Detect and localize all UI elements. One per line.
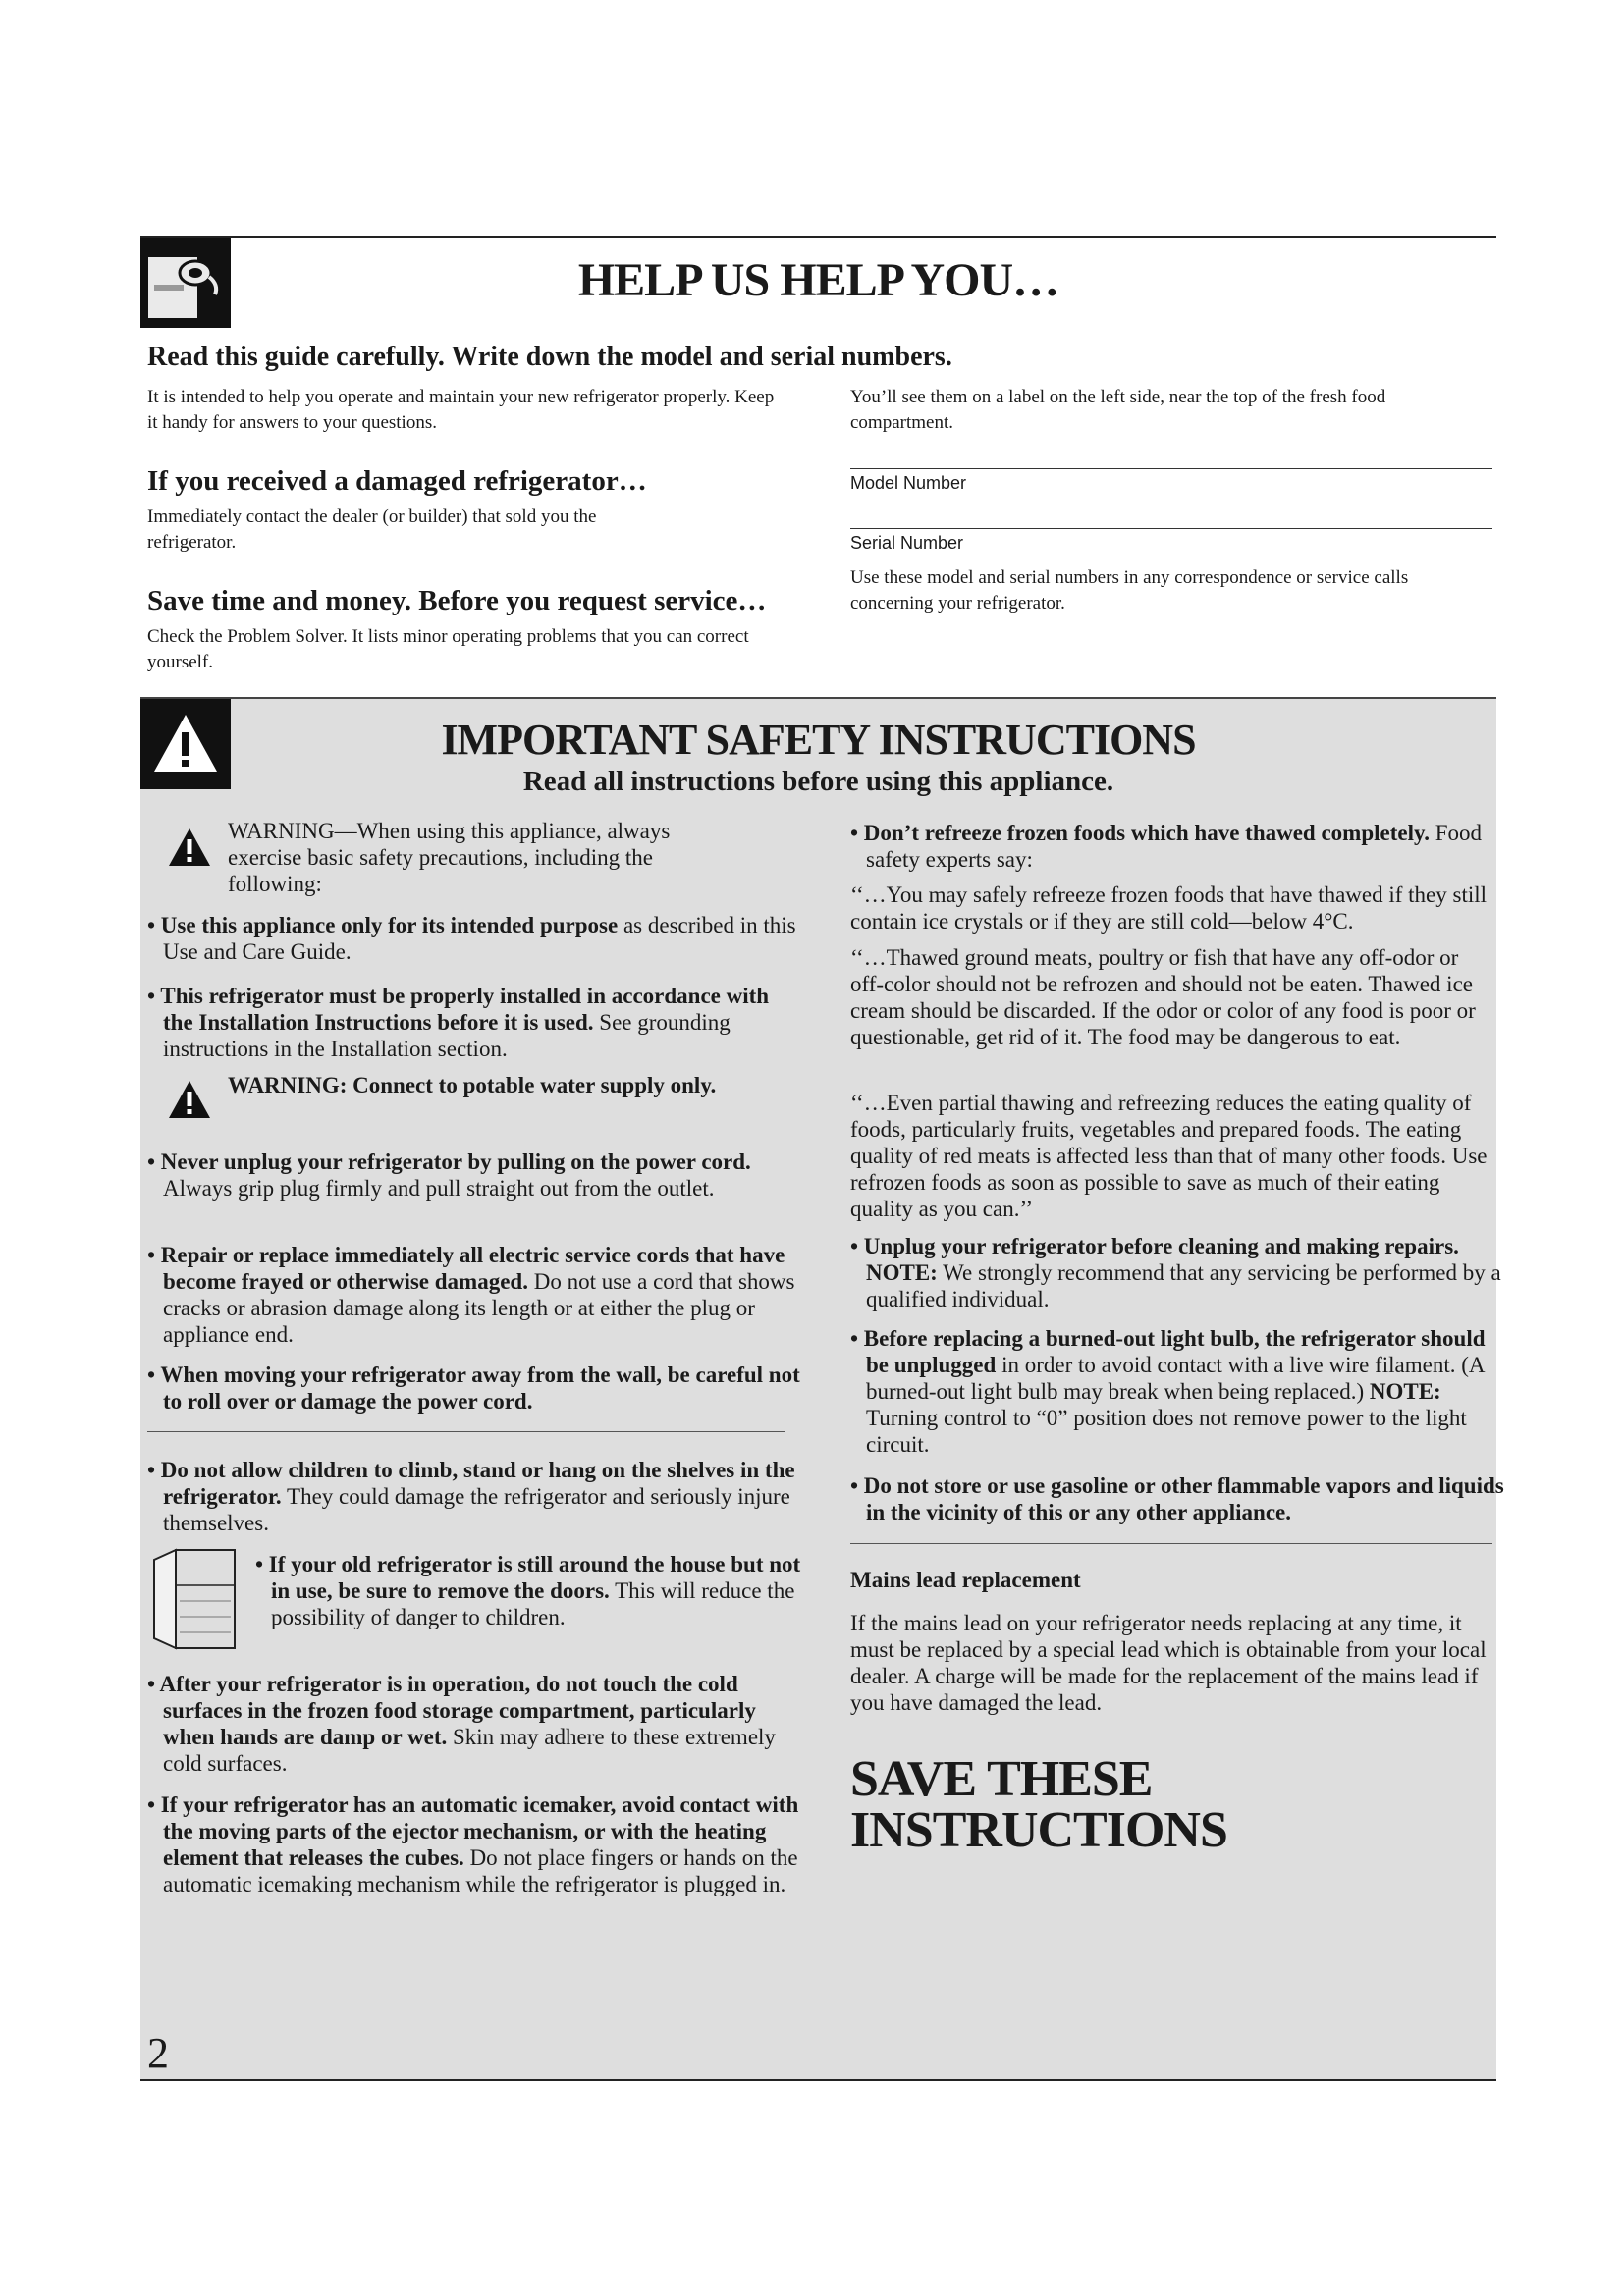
mains-text: If the mains lead on your refrigerator needs replacing at any time, it must be replaced by a special lead which is obtainable from your local dealer. A charge will be made for the replacement of the mains lead if you have damaged the lead. bbox=[850, 1611, 1487, 1715]
bullet-unplug-cleaning-rest: We strongly recommend that any servicing be performed by a qualified individual. bbox=[866, 1260, 1501, 1311]
bullet-installed-bold: • This refrigerator must be properly installed in accordance with the Installation Instructions before it is used. bbox=[147, 984, 770, 1035]
right-column-rule bbox=[850, 1543, 1492, 1544]
bullet-gasoline: • Do not store or use gasoline or other flammable vapors and liquids in the vicinity of this or any other appliance. bbox=[850, 1473, 1504, 1524]
mains-heading: Mains lead replacement bbox=[850, 1568, 1081, 1592]
bullet-unplug-cleaning bbox=[850, 1233, 1508, 1312]
quote-partial-thawing: ‘‘…Even partial thawing and refreezing reduces the eating quality of foods, particularly fruits, vegetables and prepared foods. The eating quality of red meats is affected less than that of many other foods. Use refrozen foods as soon as possible to save as much of their eating quality as you can.’’ bbox=[850, 1091, 1488, 1221]
model-number-label: Model Number bbox=[850, 473, 967, 493]
bullet-old-refrigerator-rest: This will reduce the possibility of danger to children. bbox=[271, 1578, 795, 1629]
bullet-old-refrigerator-bold: • If your old refrigerator is still around the house but not in use, be sure to remove the doors. bbox=[255, 1552, 801, 1603]
damaged-text: Immediately contact the dealer (or builder) that sold you the refrigerator. bbox=[147, 507, 597, 553]
bullet-cold-surfaces-rest: Skin may adhere to these extremely cold surfaces. bbox=[163, 1725, 776, 1776]
bullet-light-bulb-mid: in order to avoid contact with a live wire filament. (A burned-out light bulb may break when being replaced.) bbox=[866, 1353, 1485, 1404]
bullet-children-shelves-bold: • Do not allow children to climb, stand or hang on the shelves in the refrigerator. bbox=[147, 1458, 795, 1509]
bullet-repair-cords-bold: • Repair or replace immediately all electric service cords that have become frayed or otherwise damaged. bbox=[147, 1243, 785, 1294]
help-title: HELP US HELP YOU… bbox=[577, 254, 1059, 306]
bullet-unplug-cord-bold: • Never unplug your refrigerator by pulling on the power cord. bbox=[147, 1149, 751, 1174]
bottom-rule bbox=[140, 2079, 1496, 2081]
bullet-installed-rest: See grounding instructions in the Installation section. bbox=[163, 1010, 731, 1061]
bullet-unplug-cord bbox=[147, 1148, 801, 1201]
damaged-heading: If you received a damaged refrigerator… bbox=[147, 465, 647, 497]
bullet-intended-purpose-rest: as described in this Use and Care Guide. bbox=[163, 913, 796, 964]
bullet-icemaker-bold: • If your refrigerator has an automatic icemaker, avoid contact with the moving parts of the ejector mechanism, or with the heating element that releases the cubes. bbox=[147, 1792, 799, 1870]
refrigerator-doors-icon bbox=[150, 1546, 239, 1657]
bullet-cold-surfaces-bold: • After your refrigerator is in operation, do not touch the cold surfaces in the frozen food storage compartment, particularly when hands are damp or wet. bbox=[147, 1672, 756, 1749]
save-time-heading: Save time and money. Before you request service… bbox=[147, 585, 767, 616]
left-column-rule bbox=[147, 1431, 785, 1432]
use-numbers-text: Use these model and serial numbers in any correspondence or service calls concerning your refrigerator. bbox=[850, 567, 1409, 614]
bullet-icemaker-rest: Do not place fingers or hands on the automatic icemaking mechanism while the refrigerator is plugged in. bbox=[163, 1845, 798, 1896]
bullet-refreeze-rest: Food safety experts say: bbox=[866, 821, 1483, 872]
warning-icon-1 bbox=[167, 827, 212, 873]
quote-refreeze-safely: ‘‘…You may safely refreeze frozen foods that have thawed if they still contain ice crystals or if they are still cold—below 4°C. bbox=[850, 882, 1488, 934]
bullet-refreeze bbox=[850, 820, 1508, 873]
bullet-light-bulb bbox=[850, 1325, 1508, 1458]
bullet-repair-cords-rest: Do not use a cord that shows cracks or abrasion damage along its length or at either the plug or appliance end. bbox=[163, 1269, 795, 1347]
bullet-unplug-cleaning-bold: • Unplug your refrigerator before cleaning and making repairs. NOTE: bbox=[850, 1234, 1459, 1285]
bullet-old-refrigerator bbox=[255, 1551, 801, 1630]
bullet-moving-refrigerator: • When moving your refrigerator away from the wall, be careful not to roll over or damage the power cord. bbox=[147, 1362, 800, 1414]
bullet-light-bulb-note: NOTE: bbox=[1369, 1379, 1441, 1404]
save-time-text: Check the Problem Solver. It lists minor operating problems that you can correct yourself. bbox=[147, 626, 749, 672]
bullet-intended-purpose-bold: • Use this appliance only for its intended purpose bbox=[147, 913, 619, 937]
warning-general: WARNING—When using this appliance, always exercise basic safety precautions, including the following: bbox=[228, 819, 671, 896]
safety-title: IMPORTANT SAFETY INSTRUCTIONS bbox=[441, 716, 1196, 764]
help-intro: It is intended to help you operate and maintain your new refrigerator properly. Keep it handy for answers to your questions. bbox=[147, 387, 775, 433]
save-these-line2: INSTRUCTIONS bbox=[850, 1802, 1227, 1858]
bullet-repair-cords bbox=[147, 1242, 801, 1348]
bullet-light-bulb-end: Turning control to “0” position does not remove power to the light circuit. bbox=[866, 1406, 1467, 1457]
bullet-children-shelves-rest: They could damage the refrigerator and seriously injure themselves. bbox=[163, 1484, 790, 1535]
help-right-intro: You’ll see them on a label on the left side, near the top of the fresh food compartment. bbox=[850, 387, 1386, 433]
safety-top-rule bbox=[140, 697, 1496, 699]
page-number: 2 bbox=[147, 2029, 169, 2077]
help-subtitle: Read this guide carefully. Write down the model and serial numbers. bbox=[147, 342, 952, 372]
bullet-cold-surfaces bbox=[147, 1671, 801, 1777]
bullet-installed bbox=[147, 983, 801, 1062]
serial-number-label: Serial Number bbox=[850, 533, 964, 553]
bullet-intended-purpose bbox=[147, 912, 801, 965]
bullet-children-shelves bbox=[147, 1457, 801, 1536]
bullet-icemaker bbox=[147, 1791, 801, 1897]
warning-icon-2 bbox=[167, 1079, 212, 1125]
top-rule bbox=[140, 236, 1496, 238]
model-number-line bbox=[850, 468, 1492, 469]
bullet-refreeze-bold: • Don’t refreeze frozen foods which have thawed completely. bbox=[850, 821, 1430, 845]
save-these-line1: SAVE THESE bbox=[850, 1751, 1153, 1807]
quote-thawed-ground-meats: ‘‘…Thawed ground meats, poultry or fish that have any off-odor or off-color should not be refrozen and should not be eaten. Thawed ice cream should be discarded. If the odor or color of any food is poor or questionable, get rid of it. The food may be dangerous to eat. bbox=[850, 945, 1476, 1049]
warning-water-supply: WARNING: Connect to potable water supply only. bbox=[228, 1073, 717, 1097]
bullet-unplug-cord-rest: Always grip plug firmly and pull straight out from the outlet. bbox=[163, 1176, 715, 1201]
bullet-light-bulb-bold: • Before replacing a burned-out light bulb, the refrigerator should be unplugged bbox=[850, 1326, 1486, 1377]
safety-subtitle: Read all instructions before using this appliance. bbox=[522, 766, 1114, 797]
serial-number-line bbox=[850, 528, 1492, 529]
